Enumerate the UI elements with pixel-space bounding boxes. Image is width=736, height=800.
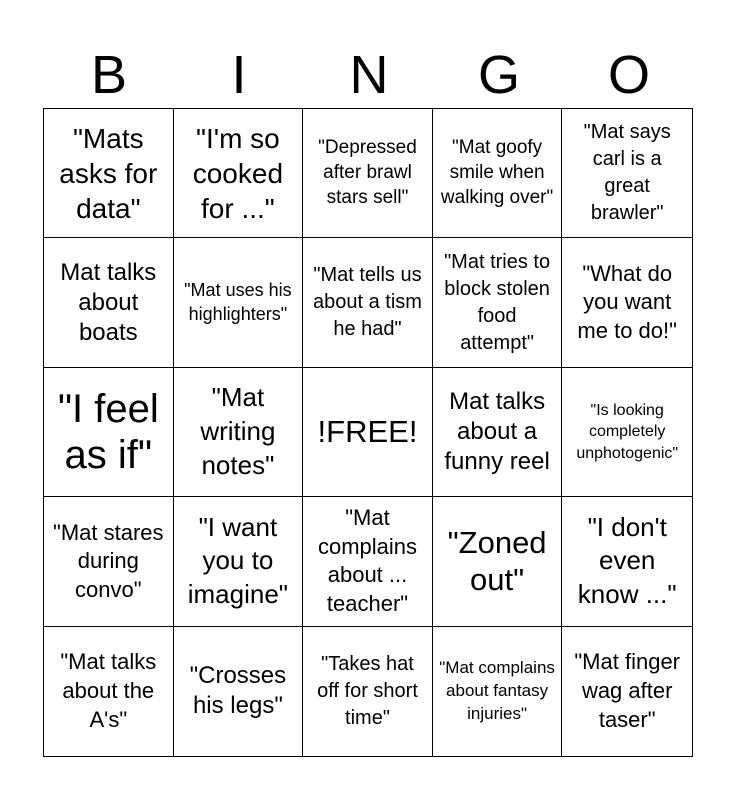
bingo-cell-r4c1[interactable]: "Mat stares during convo" [44,497,174,626]
bingo-board [43,108,693,757]
bingo-cell-r4c2[interactable]: "I want you to imagine" [174,497,304,626]
bingo-cell-r2c1[interactable]: Mat talks about boats [44,238,174,367]
bingo-cell-r1c1[interactable]: "Mats asks for data" [44,109,174,238]
bingo-cell-r2c3[interactable]: "Mat tells us about a tism he had" [303,238,433,367]
header-letter-b: B [90,45,128,105]
bingo-cell-r5c1[interactable]: "Mat talks about the A's" [44,627,174,756]
header-letter-o: O [607,45,650,105]
header-letter-g: G [477,45,520,105]
bingo-header [44,40,694,110]
bingo-cell-r2c5[interactable]: "What do you want me to do!" [562,238,692,367]
bingo-cell-r5c4[interactable]: "Mat complains about fantasy injuries" [433,627,563,756]
bingo-cell-r3c4[interactable]: Mat talks about a funny reel [433,368,563,497]
bingo-cell-r5c2[interactable]: "Crosses his legs" [174,627,304,756]
bingo-cell-r5c5[interactable]: "Mat finger wag after taser" [574,649,681,732]
bingo-cell-r3c5[interactable]: "Is looking completely unphotogenic" [562,368,692,497]
bingo-cell-free[interactable]: !FREE! [303,368,433,497]
bingo-cell-r1c2[interactable]: "I'm so cooked for ..." [174,109,304,238]
bingo-cell-r5c3[interactable]: "Takes hat off for short time" [303,627,433,756]
bingo-cell-r4c3[interactable]: "Mat complains about ... teacher" [303,497,433,626]
bingo-cell-r1c4[interactable]: "Mat goofy smile when walking over" [433,109,563,238]
bingo-cell-r2c4[interactable]: "Mat tries to block stolen food attempt" [433,238,563,367]
header-letter-n: N [349,45,389,105]
bingo-cell-r1c5[interactable]: "Mat says carl is a great brawler" [562,109,692,238]
bingo-cell-r3c2[interactable]: "Mat writing notes" [174,368,304,497]
header-letter-i: I [231,45,247,105]
bingo-cell-r2c2[interactable]: "Mat uses his highlighters" [174,238,304,367]
bingo-cell-r3c1[interactable]: "I feel as if" [44,368,174,497]
bingo-cell-r1c3[interactable]: "Depressed after brawl stars sell" [303,109,433,238]
bingo-cell-r4c5[interactable]: "I don't even know ..." [562,497,692,626]
bingo-cell-r4c4[interactable]: "Zoned out" [433,497,563,626]
